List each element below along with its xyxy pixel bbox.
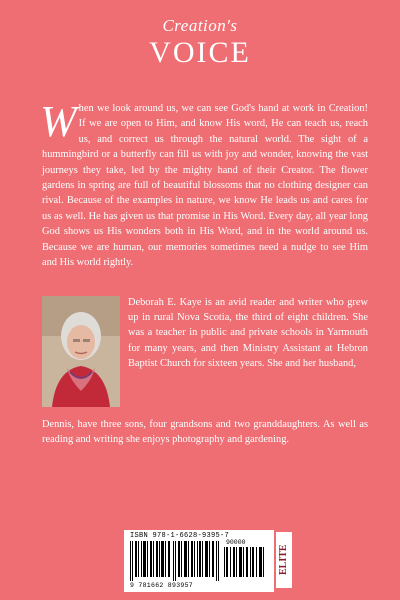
- barcode-bars: [130, 541, 220, 581]
- cover-title-top: Creation's: [162, 16, 238, 35]
- isbn-text: ISBN 978-1-6628-9395-7: [130, 532, 230, 540]
- price-barcode-bars: [224, 547, 266, 577]
- author-bio-bottom: Dennis, have three sons, four grandsons and two granddaughters. As well as reading and writing she enjoys photography and gardening.: [42, 419, 368, 446]
- author-photo: [42, 296, 120, 407]
- publisher-logo-text: ELITE: [278, 544, 289, 576]
- price-code: 90000: [226, 539, 246, 546]
- blurb-dropcap: W: [40, 97, 77, 146]
- barcode-number: 9 781662 893957: [130, 582, 194, 589]
- cover-title-main: VOICE: [149, 36, 251, 69]
- publisher-logo: [276, 532, 292, 588]
- blurb-paragraph: [40, 97, 368, 270]
- blurb-text: hen we look around us, we can see God's hand at work in Creation! If we are open to Him, and know His word, He can teach us, reach us, and correct us through the natural world. The sight of a hummingbird or a butterfly can fill us with joy and wonder, knowing the vast journeys they take, led by the mighty hand of their Creator. The flower gardens in spring are full of beautiful blossoms that no clothing designer can rival. Because of the examples in nature, we know He leads us and cares for us as well. He has given us that promise in His Word. Every day, all year long God shows us His wonders both in His Word, and in the world around us. Because we are human, our memories sometimes need a nudge to see Him and His world rightly.: [42, 103, 368, 269]
- author-bio-top: Deborah E. Kaye is an avid reader and writer who grew up in rural Nova Scotia, the third of eight children. She was a teacher in public and private schools in Yarmouth for many years, and then Ministry Assistant at Hebron Baptist Church for sixteen years. She and her husband,: [128, 297, 368, 369]
- barcode-box: [124, 530, 274, 592]
